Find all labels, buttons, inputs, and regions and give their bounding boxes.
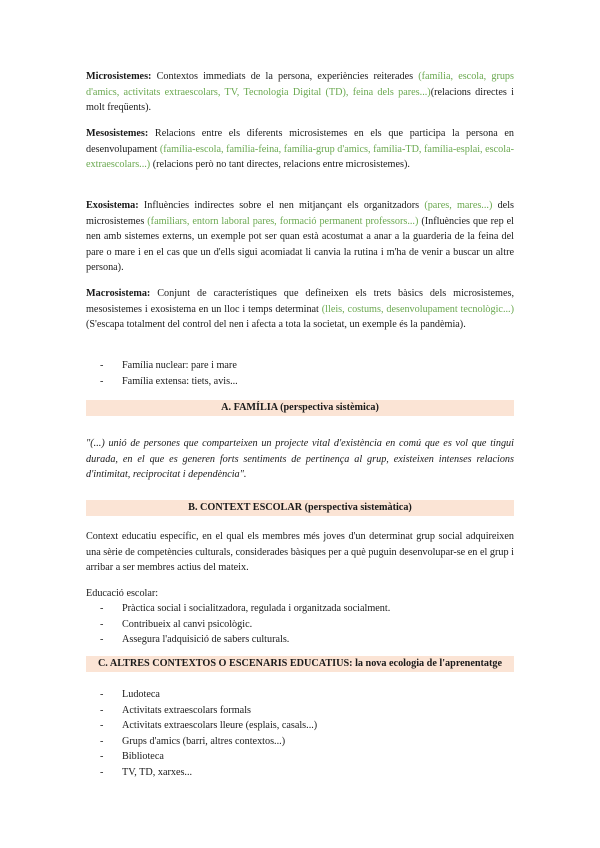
list-item: - Grups d'amics (barri, altres contextos...) — [100, 735, 286, 747]
exosystem-text-2: dels microsistemes — [86, 200, 514, 227]
family-types-list — [100, 358, 514, 389]
macrosystem-text-1: Conjunt de característiques que defineixen els trets bàsics dels microsistemes, mesosistemes i exosistema en un lloc i temps determinat — [86, 288, 514, 315]
macrosystem-term: Macrosistema: — [86, 288, 151, 299]
exosystem-text-3: (Influències que rep el nen amb sistemes externs, un exemple pot ser quan està acostumat a anar a la guarderia de la feina del pare o mare i en el cas que un d'ells sigui acomiadat li canvia la rutina i m'ha de venir a buscar un altre persona). — [86, 215, 515, 274]
microsystems-examples: (família, escola, grups d'amics, activitats extraescolars, TV, Tecnologia Digital (TD), feina dels pares...) — [86, 71, 514, 98]
mesosystems-paragraph — [86, 126, 514, 173]
macrosystem-examples: (lleis, costums, desenvolupament tecnològic...) — [321, 303, 514, 315]
microsystems-text-2: (relacions directes i molt freqüents). — [86, 86, 514, 114]
other-contexts-list — [100, 687, 514, 781]
macrosystem-paragraph — [86, 286, 514, 333]
exosystem-paragraph — [86, 198, 514, 276]
list-item: - Família nuclear: pare i mare — [100, 360, 237, 371]
microsystems-text-1: Contextos immediats de la persona, experiències reiterades — [151, 71, 419, 82]
list-item: - Ludoteca — [100, 689, 160, 700]
macrosystem-text-2: (S'escapa totalment del control del nen i afecta a tota la societat, un exemple és la pandèmia). — [86, 319, 466, 331]
microsystems-paragraph — [86, 69, 514, 116]
mesosystems-examples: (família-escola, família-feina, família-grup d'amics, família-TD, família-esplai, escola-extraescolars...) — [86, 143, 515, 171]
mesosystems-text-2: (relacions però no tant directes, relacions entre microsistemes). — [150, 159, 410, 171]
list-item: - Assegura l'adquisició de sabers culturals. — [100, 634, 290, 646]
exosystem-examples-1: (pares, mares...) — [424, 200, 493, 211]
list-item: - Família extensa: tiets, avis... — [100, 375, 238, 387]
exosystem-text-1: Influències indirectes sobre el nen mitjançant els organitzadors — [138, 200, 425, 211]
school-education-list — [100, 601, 514, 648]
exosystem-examples-2: (familiars, entorn laboral pares, formació permanent professors...) — [147, 215, 419, 227]
section-a-heading: A. FAMÍLIA (perspectiva sistèmica) — [86, 400, 514, 416]
list-item: - Biblioteca — [100, 751, 164, 763]
exosystem-term: Exosistema: — [86, 200, 139, 211]
school-context-paragraph: Context educatiu específic, en el qual els membres més joves d'un determinat grup social adquireixen una sèrie de competències culturals, considerades bàsiques per a què puguin desenvolupar-se en el grup i arribar a ser membres actius del mateix. — [86, 531, 514, 574]
school-education-subheading: Educació escolar: — [86, 588, 159, 599]
list-item: - Activitats extraescolars formals — [100, 704, 251, 716]
microsystems-term: Microsistemes: — [86, 71, 152, 82]
list-item: - TV, TD, xarxes... — [100, 766, 193, 778]
mesosystems-term: Mesosistemes: — [86, 128, 149, 139]
list-item: - Pràctica social i socialitzadora, regulada i organitzada socialment. — [100, 603, 391, 614]
section-c-heading: C. ALTRES CONTEXTOS O ESCENARIS EDUCATIUS: la nova ecologia de l'aprenentatge — [86, 656, 514, 672]
section-b-heading: B. CONTEXT ESCOLAR (perspectiva sistemàtica) — [86, 500, 514, 516]
family-definition-quote: "(...) unió de persones que comparteixen un projecte vital d'existència en comú que es vol que tingui durada, en el que es generen forts sentiments de pertinença al grup, existeixen intenses relacions d'intimitat, reciprocitat i dependència". — [86, 438, 514, 481]
list-item: - Activitats extraescolars lleure (esplais, casals...) — [100, 720, 318, 732]
list-item: - Contribueix al canvi psicològic. — [100, 618, 253, 630]
mesosystems-text-1: Relacions entre els diferents microsistemes en els que participa la persona en desenvolupament — [86, 128, 514, 155]
